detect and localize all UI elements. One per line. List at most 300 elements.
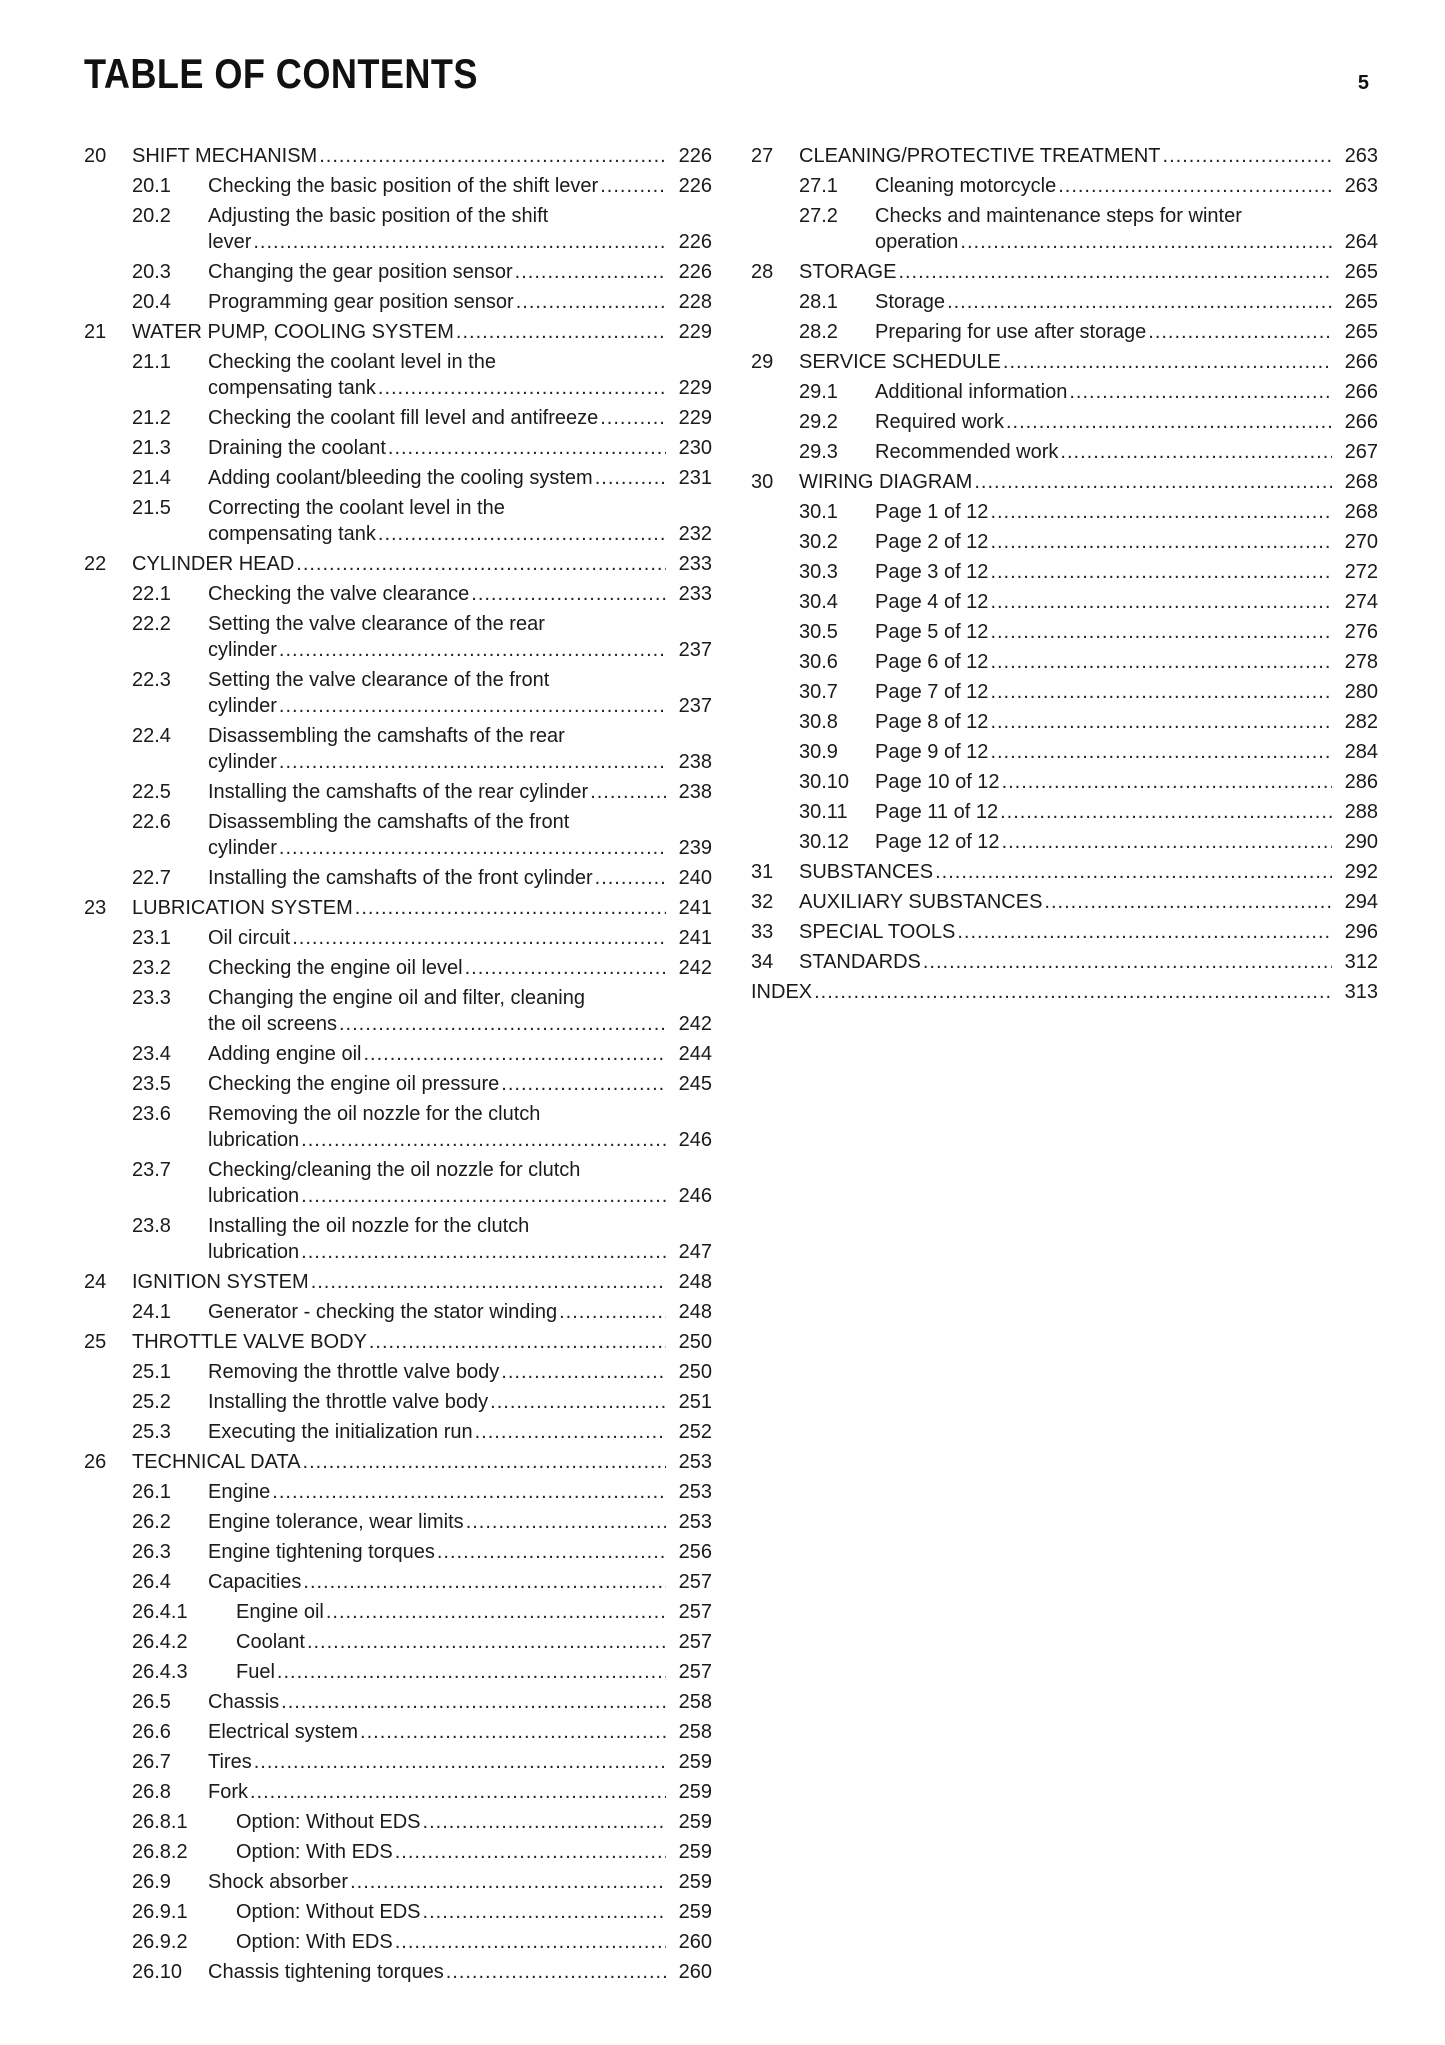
dot-leader xyxy=(277,1657,666,1687)
toc-entry[interactable] xyxy=(751,887,1378,917)
toc-entry[interactable] xyxy=(84,1897,712,1927)
toc-entry-title: lever xyxy=(208,231,252,253)
toc-entry-number: 26.8.2 xyxy=(132,1841,188,1863)
toc-entry-page: 268 xyxy=(1344,501,1378,523)
toc-column-right xyxy=(751,141,1378,1007)
toc-entry-page: 284 xyxy=(1344,741,1378,763)
toc-entry[interactable] xyxy=(84,1927,712,1957)
toc-entry-title: Recommended work xyxy=(875,441,1059,463)
toc-entry-title: Page 4 of 12 xyxy=(875,591,989,613)
toc-entry-number: 26.4.3 xyxy=(132,1661,188,1683)
toc-entry-title: THROTTLE VALVE BODY xyxy=(132,1331,367,1353)
toc-entry-page: 278 xyxy=(1344,651,1378,673)
toc-entry[interactable] xyxy=(84,201,712,257)
dot-leader xyxy=(1000,797,1332,827)
dot-leader xyxy=(296,549,666,579)
toc-entry-title: Checking the coolant fill level and antifreeze xyxy=(208,407,599,429)
toc-entry[interactable] xyxy=(751,347,1378,377)
toc-entry-title: compensating tank xyxy=(208,523,376,545)
dot-leader xyxy=(600,403,666,433)
toc-entry-page: 294 xyxy=(1344,891,1378,913)
dot-leader xyxy=(311,1267,666,1297)
toc-entry-number: 26.4.2 xyxy=(132,1631,188,1653)
toc-entry-page: 237 xyxy=(678,695,712,717)
dot-leader xyxy=(595,863,666,893)
toc-entry[interactable] xyxy=(84,777,712,807)
toc-entry[interactable] xyxy=(84,1657,712,1687)
dot-leader xyxy=(1163,141,1332,171)
toc-entry[interactable] xyxy=(84,141,712,171)
toc-entry-page: 259 xyxy=(678,1841,712,1863)
toc-entry-page: 246 xyxy=(678,1129,712,1151)
toc-entry[interactable] xyxy=(84,1627,712,1657)
toc-entry-page: 247 xyxy=(678,1241,712,1263)
toc-entry[interactable] xyxy=(84,1717,712,1747)
toc-entry-page: 292 xyxy=(1344,861,1378,883)
toc-entry-title: IGNITION SYSTEM xyxy=(132,1271,309,1293)
toc-entry[interactable] xyxy=(751,917,1378,947)
toc-entry-number: 23.4 xyxy=(132,1043,171,1065)
toc-entry-number: 29.2 xyxy=(799,411,838,433)
dot-leader xyxy=(490,1387,666,1417)
dot-leader xyxy=(501,1357,666,1387)
toc-entry-page: 280 xyxy=(1344,681,1378,703)
dot-leader xyxy=(279,635,666,665)
toc-entry[interactable] xyxy=(751,557,1378,587)
toc-entry[interactable] xyxy=(751,437,1378,467)
toc-entry-title-line1: Changing the engine oil and filter, cleaning xyxy=(208,987,585,1009)
toc-entry-title: WATER PUMP, COOLING SYSTEM xyxy=(132,321,454,343)
toc-entry[interactable] xyxy=(84,1357,712,1387)
toc-entry[interactable] xyxy=(84,953,712,983)
toc-entry-title-line1: Disassembling the camshafts of the front xyxy=(208,811,570,833)
toc-entry-number: 25 xyxy=(84,1331,107,1353)
toc-entry[interactable] xyxy=(84,893,712,923)
toc-entry-number: 29.1 xyxy=(799,381,838,403)
dot-leader xyxy=(395,1837,666,1867)
toc-entry-number: 21.2 xyxy=(132,407,171,429)
toc-entry-title: LUBRICATION SYSTEM xyxy=(132,897,353,919)
toc-entry-title: Executing the initialization run xyxy=(208,1421,473,1443)
toc-entry[interactable] xyxy=(84,1537,712,1567)
toc-entry-page: 259 xyxy=(678,1901,712,1923)
toc-entry[interactable] xyxy=(751,797,1378,827)
toc-entry-title: Removing the throttle valve body xyxy=(208,1361,500,1383)
toc-entry-page: 226 xyxy=(678,231,712,253)
toc-entry[interactable] xyxy=(84,1267,712,1297)
toc-entry[interactable] xyxy=(84,347,712,403)
dot-leader xyxy=(369,1327,666,1357)
dot-leader xyxy=(595,463,666,493)
toc-entry-page: 266 xyxy=(1344,381,1378,403)
toc-entry-page: 274 xyxy=(1344,591,1378,613)
toc-entry[interactable] xyxy=(84,171,712,201)
toc-entry[interactable] xyxy=(751,827,1378,857)
toc-entry-page: 259 xyxy=(678,1871,712,1893)
toc-entry[interactable] xyxy=(84,1099,712,1155)
toc-entry-page: 250 xyxy=(678,1331,712,1353)
toc-entry-title: Cleaning motorcycle xyxy=(875,175,1057,197)
page-number: 5 xyxy=(1357,72,1369,94)
toc-entry[interactable] xyxy=(84,403,712,433)
toc-entry[interactable] xyxy=(84,1957,712,1987)
dot-leader xyxy=(935,857,1332,887)
dot-leader xyxy=(600,171,666,201)
toc-entry-page: 312 xyxy=(1344,951,1378,973)
dot-leader xyxy=(990,587,1332,617)
toc-entry[interactable] xyxy=(751,527,1378,557)
dot-leader xyxy=(990,527,1332,557)
toc-entry[interactable] xyxy=(84,1867,712,1897)
dot-leader xyxy=(279,747,666,777)
toc-entry-number: 26.9 xyxy=(132,1871,171,1893)
toc-entry[interactable] xyxy=(84,493,712,549)
toc-entry-title-line1: Adjusting the basic position of the shift xyxy=(208,205,549,227)
toc-entry-title: Page 9 of 12 xyxy=(875,741,989,763)
toc-entry-page: 229 xyxy=(678,377,712,399)
toc-entry-number: 26.7 xyxy=(132,1751,171,1773)
dot-leader xyxy=(395,1927,666,1957)
toc-entry-page: 233 xyxy=(678,583,712,605)
toc-entry-number: 22.4 xyxy=(132,725,171,747)
dot-leader xyxy=(378,373,666,403)
toc-entry-page: 253 xyxy=(678,1511,712,1533)
toc-entry-title: lubrication xyxy=(208,1129,300,1151)
dot-leader xyxy=(446,1957,666,1987)
toc-entry[interactable] xyxy=(84,579,712,609)
toc-entry[interactable] xyxy=(84,1507,712,1537)
toc-entry[interactable] xyxy=(751,647,1378,677)
dot-leader xyxy=(475,1417,666,1447)
toc-entry-number: 24 xyxy=(84,1271,107,1293)
dot-leader xyxy=(279,691,666,721)
toc-entry-title: STORAGE xyxy=(799,261,897,283)
toc-entry-title: Adding coolant/bleeding the cooling system xyxy=(208,467,593,489)
toc-entry-number: 26.6 xyxy=(132,1721,171,1743)
toc-entry[interactable] xyxy=(84,863,712,893)
toc-entry-number: 21.3 xyxy=(132,437,171,459)
toc-entry-page: 229 xyxy=(678,321,712,343)
toc-entry-title-line1: Checking the coolant level in the xyxy=(208,351,496,373)
toc-entry-title: Coolant xyxy=(236,1631,305,1653)
toc-entry[interactable] xyxy=(751,737,1378,767)
toc-entry[interactable] xyxy=(751,141,1378,171)
toc-entry-title: Page 5 of 12 xyxy=(875,621,989,643)
toc-entry-number: 26.4 xyxy=(132,1571,171,1593)
toc-entry[interactable] xyxy=(84,1567,712,1597)
toc-entry[interactable] xyxy=(751,497,1378,527)
toc-entry[interactable] xyxy=(751,617,1378,647)
toc-entry[interactable] xyxy=(84,1327,712,1357)
toc-entry-number: 31 xyxy=(751,861,774,883)
toc-entry[interactable] xyxy=(751,377,1378,407)
toc-entry-page: 252 xyxy=(678,1421,712,1443)
toc-entry-page: 230 xyxy=(678,437,712,459)
toc-entry-page: 282 xyxy=(1344,711,1378,733)
toc-entry[interactable] xyxy=(84,549,712,579)
toc-entry-title: Checking the valve clearance xyxy=(208,583,470,605)
dot-leader xyxy=(281,1687,666,1717)
toc-entry-title: Installing the camshafts of the rear cylinder xyxy=(208,781,589,803)
toc-entry-title: cylinder xyxy=(208,751,277,773)
dot-leader xyxy=(307,1627,666,1657)
toc-entry-page: 258 xyxy=(678,1691,712,1713)
toc-entry[interactable] xyxy=(84,983,712,1039)
toc-entry-title: cylinder xyxy=(208,837,277,859)
toc-entry-number: 30.5 xyxy=(799,621,838,643)
toc-entry[interactable] xyxy=(751,287,1378,317)
toc-entry[interactable] xyxy=(84,721,712,777)
dot-leader xyxy=(590,777,666,807)
dot-leader xyxy=(990,707,1332,737)
toc-entry-page: 259 xyxy=(678,1781,712,1803)
toc-entry-title: Page 6 of 12 xyxy=(875,651,989,673)
dot-leader xyxy=(990,647,1332,677)
toc-entry[interactable] xyxy=(751,947,1378,977)
dot-leader xyxy=(253,227,666,257)
toc-entry[interactable] xyxy=(84,1417,712,1447)
toc-entry-page: 256 xyxy=(678,1541,712,1563)
toc-entry-page: 290 xyxy=(1344,831,1378,853)
toc-entry-page: 259 xyxy=(678,1751,712,1773)
toc-entry-page: 228 xyxy=(678,291,712,313)
toc-entry[interactable] xyxy=(84,1211,712,1267)
dot-leader xyxy=(1148,317,1332,347)
toc-entry-title: Page 8 of 12 xyxy=(875,711,989,733)
toc-entry[interactable] xyxy=(751,677,1378,707)
toc-entry-title: compensating tank xyxy=(208,377,376,399)
toc-entry[interactable] xyxy=(751,317,1378,347)
toc-entry-number: 28 xyxy=(751,261,774,283)
toc-entry-number: 28.1 xyxy=(799,291,838,313)
toc-entry-title: Generator - checking the stator winding xyxy=(208,1301,558,1323)
toc-entry-title-line1: Checking/cleaning the oil nozzle for clutch xyxy=(208,1159,581,1181)
toc-entry-page: 237 xyxy=(678,639,712,661)
toc-entry-page: 253 xyxy=(678,1451,712,1473)
toc-entry-title: cylinder xyxy=(208,695,277,717)
toc-entry-page: 248 xyxy=(678,1301,712,1323)
toc-entry[interactable] xyxy=(84,609,712,665)
toc-entry-page: 250 xyxy=(678,1361,712,1383)
toc-entry-number: 27.1 xyxy=(799,175,838,197)
toc-entry-number: 29.3 xyxy=(799,441,838,463)
toc-entry[interactable] xyxy=(84,1039,712,1069)
toc-entry[interactable] xyxy=(751,201,1378,257)
toc-entry-number: 26.2 xyxy=(132,1511,171,1533)
dot-leader xyxy=(319,141,666,171)
toc-entry-page: 267 xyxy=(1344,441,1378,463)
toc-entry-page: 270 xyxy=(1344,531,1378,553)
toc-entry-number: 26.9.2 xyxy=(132,1931,188,1953)
toc-entry-page: 288 xyxy=(1344,801,1378,823)
toc-entry-page: 266 xyxy=(1344,351,1378,373)
toc-entry[interactable] xyxy=(84,1747,712,1777)
toc-entry-title-line1: Correcting the coolant level in the xyxy=(208,497,505,519)
toc-entry[interactable] xyxy=(84,1837,712,1867)
toc-entry-title: Checking the engine oil level xyxy=(208,957,463,979)
dot-leader xyxy=(990,497,1332,527)
dot-leader xyxy=(363,1039,666,1069)
toc-entry-page: 263 xyxy=(1344,145,1378,167)
toc-entry-page: 313 xyxy=(1344,981,1378,1003)
toc-entry-number: 22.5 xyxy=(132,781,171,803)
toc-entry-page: 272 xyxy=(1344,561,1378,583)
toc-entry-number: 30.10 xyxy=(799,771,850,793)
toc-entry-title: SPECIAL TOOLS xyxy=(799,921,956,943)
dot-leader xyxy=(1060,437,1332,467)
toc-entry-title-line1: Checks and maintenance steps for winter xyxy=(875,205,1242,227)
toc-entry-page: 242 xyxy=(678,1013,712,1035)
toc-entry-title: Chassis xyxy=(208,1691,280,1713)
toc-entry-number: 27 xyxy=(751,145,774,167)
toc-entry-page: 231 xyxy=(678,467,712,489)
toc-entry[interactable] xyxy=(751,767,1378,797)
toc-entry-number: 30.12 xyxy=(799,831,850,853)
dot-leader xyxy=(960,227,1332,257)
toc-entry-number: 34 xyxy=(751,951,774,973)
toc-entry-page: 238 xyxy=(678,781,712,803)
toc-entry[interactable] xyxy=(751,467,1378,497)
dot-leader xyxy=(272,1477,666,1507)
toc-entry-number: 30.8 xyxy=(799,711,838,733)
toc-entry-page: 257 xyxy=(678,1571,712,1593)
dot-leader xyxy=(466,1507,666,1537)
toc-entry[interactable] xyxy=(751,977,1378,1007)
toc-entry-number: 30.3 xyxy=(799,561,838,583)
dot-leader xyxy=(360,1717,666,1747)
toc-entry-title: Page 3 of 12 xyxy=(875,561,989,583)
toc-entry-number: 23 xyxy=(84,897,107,919)
dot-leader xyxy=(516,287,666,317)
toc-entry[interactable] xyxy=(84,807,712,863)
toc-entry-title: Storage xyxy=(875,291,946,313)
toc-entry-title-line1: Setting the valve clearance of the front xyxy=(208,669,550,691)
toc-entry-title: Engine oil xyxy=(236,1601,324,1623)
toc-entry[interactable] xyxy=(84,1297,712,1327)
toc-entry-title: Page 12 of 12 xyxy=(875,831,1000,853)
toc-entry-number: 26.8 xyxy=(132,1781,171,1803)
toc-entry-number: 23.6 xyxy=(132,1103,171,1125)
toc-entry[interactable] xyxy=(84,1477,712,1507)
toc-entry-page: 241 xyxy=(678,927,712,949)
toc-entry-page: 259 xyxy=(678,1811,712,1833)
toc-entry[interactable] xyxy=(751,257,1378,287)
dot-leader xyxy=(814,977,1332,1007)
toc-entry-page: 257 xyxy=(678,1631,712,1653)
toc-entry-title-line1: Removing the oil nozzle for the clutch xyxy=(208,1103,541,1125)
toc-entry[interactable] xyxy=(84,1687,712,1717)
toc-entry-page: 238 xyxy=(678,751,712,773)
toc-entry-title: Option: With EDS xyxy=(236,1931,393,1953)
toc-entry-number: 25.2 xyxy=(132,1391,171,1413)
toc-entry[interactable] xyxy=(84,1447,712,1477)
toc-entry-page: 276 xyxy=(1344,621,1378,643)
dot-leader xyxy=(990,677,1332,707)
dot-leader xyxy=(355,893,666,923)
toc-entry-title: Capacities xyxy=(208,1571,302,1593)
dot-leader xyxy=(292,923,666,953)
toc-entry[interactable] xyxy=(84,1387,712,1417)
toc-entry[interactable] xyxy=(751,171,1378,201)
toc-entry-title-line1: Setting the valve clearance of the rear xyxy=(208,613,545,635)
dot-leader xyxy=(350,1867,666,1897)
toc-entry-number: 20.3 xyxy=(132,261,171,283)
toc-entry-page: 232 xyxy=(678,523,712,545)
toc-entry-title: Page 7 of 12 xyxy=(875,681,989,703)
toc-entry-page: 226 xyxy=(678,175,712,197)
toc-entry-title: Option: Without EDS xyxy=(236,1811,421,1833)
dot-leader xyxy=(301,1237,666,1267)
toc-entry[interactable] xyxy=(84,923,712,953)
toc-entry[interactable] xyxy=(84,1155,712,1211)
toc-entry-number: 30.6 xyxy=(799,651,838,673)
toc-entry-number: 22.7 xyxy=(132,867,171,889)
toc-entry-number: 26.3 xyxy=(132,1541,171,1563)
toc-entry-title-line1: Disassembling the camshafts of the rear xyxy=(208,725,565,747)
toc-entry[interactable] xyxy=(84,1597,712,1627)
toc-entry-title: Required work xyxy=(875,411,1004,433)
toc-entry-title: Shock absorber xyxy=(208,1871,349,1893)
toc-entry-title: SUBSTANCES xyxy=(799,861,934,883)
toc-entry[interactable] xyxy=(84,433,712,463)
toc-entry-number: 30 xyxy=(751,471,774,493)
toc-entry[interactable] xyxy=(84,257,712,287)
toc-entry-page: 257 xyxy=(678,1601,712,1623)
toc-entry-number: 23.1 xyxy=(132,927,171,949)
toc-entry-number: 20 xyxy=(84,145,107,167)
toc-entry[interactable] xyxy=(751,707,1378,737)
toc-entry[interactable] xyxy=(751,407,1378,437)
toc-entry-number: 20.2 xyxy=(132,205,171,227)
toc-entry-title: CLEANING/PROTECTIVE TREATMENT xyxy=(799,145,1161,167)
toc-entry-title: Oil circuit xyxy=(208,927,291,949)
toc-entry[interactable] xyxy=(84,665,712,721)
toc-entry-page: 226 xyxy=(678,261,712,283)
toc-entry[interactable] xyxy=(751,587,1378,617)
toc-entry-number: 23.5 xyxy=(132,1073,171,1095)
dot-leader xyxy=(1003,347,1332,377)
toc-entry[interactable] xyxy=(84,1807,712,1837)
toc-entry[interactable] xyxy=(84,1069,712,1099)
toc-entry-title: Draining the coolant xyxy=(208,437,386,459)
toc-entry[interactable] xyxy=(84,463,712,493)
toc-entry-number: 20.4 xyxy=(132,291,171,313)
toc-entry-page: 251 xyxy=(678,1391,712,1413)
toc-entry-page: 233 xyxy=(678,553,712,575)
toc-entry[interactable] xyxy=(751,857,1378,887)
toc-entry-number: 26.4.1 xyxy=(132,1601,188,1623)
toc-entry-number: 25.3 xyxy=(132,1421,171,1443)
dot-leader xyxy=(423,1807,666,1837)
toc-entry-number: 26.10 xyxy=(132,1961,183,1983)
toc-entry-number: 30.4 xyxy=(799,591,838,613)
toc-entry-number: 30.2 xyxy=(799,531,838,553)
toc-entry[interactable] xyxy=(84,317,712,347)
dot-leader xyxy=(974,467,1332,497)
dot-leader xyxy=(456,317,666,347)
dot-leader xyxy=(303,1567,666,1597)
toc-entry[interactable] xyxy=(84,287,712,317)
toc-entry[interactable] xyxy=(84,1777,712,1807)
toc-entry-page: 253 xyxy=(678,1481,712,1503)
dot-leader xyxy=(303,1447,666,1477)
dot-leader xyxy=(947,287,1332,317)
toc-entry-page: 241 xyxy=(678,897,712,919)
toc-entry-number: 25.1 xyxy=(132,1361,171,1383)
toc-entry-title: STANDARDS xyxy=(799,951,921,973)
page-title: TABLE OF CONTENTS xyxy=(84,50,478,97)
toc-entry-title: cylinder xyxy=(208,639,277,661)
